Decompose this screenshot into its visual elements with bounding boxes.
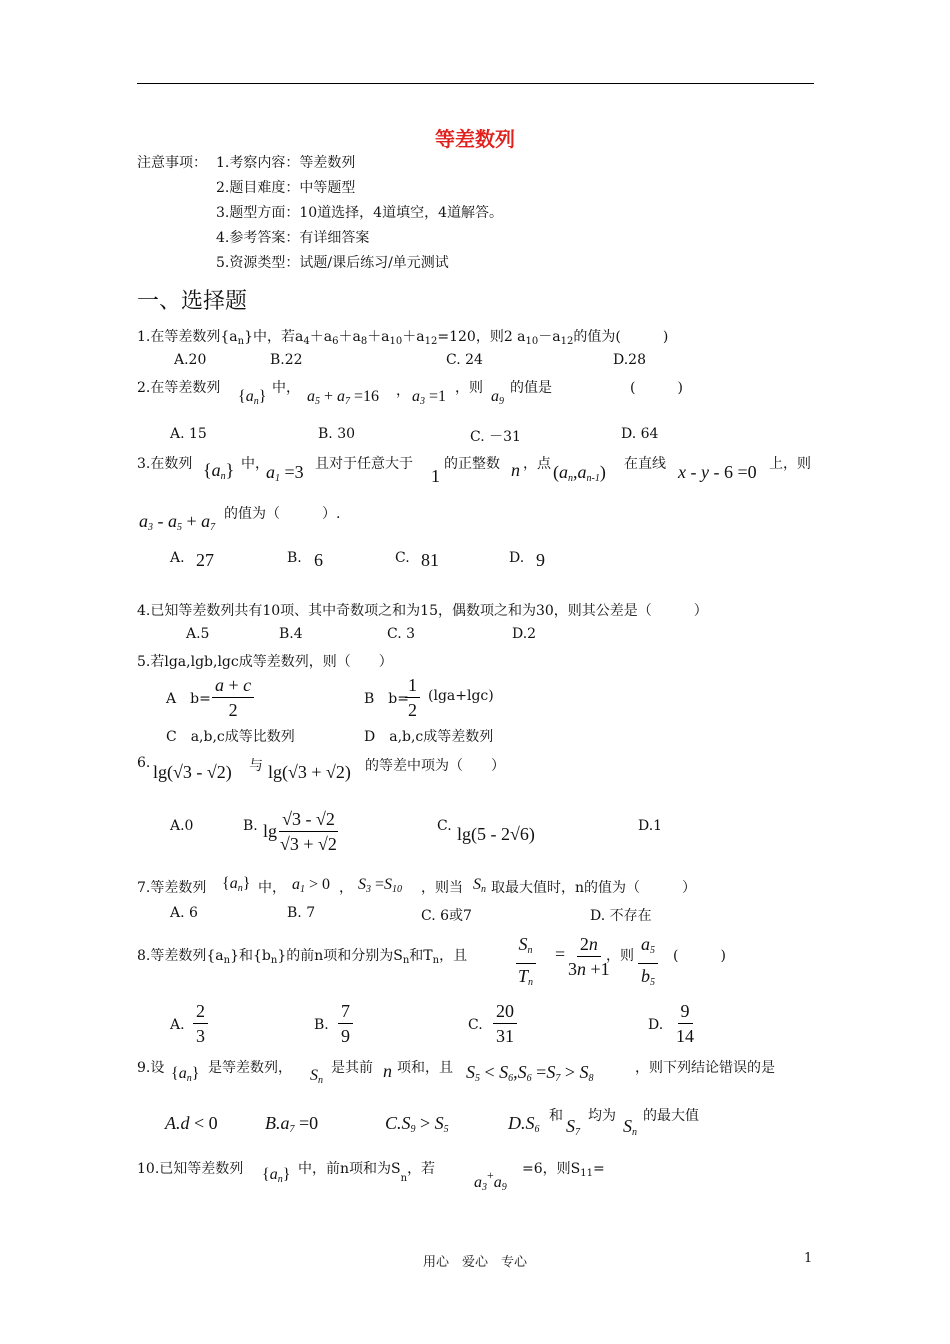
q8-mid5: ，则 [606, 948, 634, 964]
q2-option-b: B. 30 [318, 426, 356, 442]
q6-value-c: lg(5 - 2√6) [457, 824, 535, 844]
q9-tail: ，则下列结论错误的是 [635, 1060, 775, 1076]
q7-option-d: D. 不存在 [590, 908, 652, 924]
q3-line: x - y - 6 =0 [678, 462, 757, 482]
q9-option-a: A.d < 0 [165, 1113, 218, 1133]
q9-mid1: 是等差数列， [208, 1060, 292, 1076]
q3-one: 1 [431, 466, 440, 486]
q2-option-c: C. －31 [470, 429, 521, 445]
q10-prefix: 10.已知等差数列 [137, 1161, 244, 1177]
q6-expr1: lg(√3 - √2) [153, 762, 232, 782]
q9-max: 的最大值 [643, 1108, 699, 1124]
q8-ratio-left: $\frac{S_n}{T_n}$ [515, 933, 536, 994]
q7-option-a: A. 6 [170, 905, 198, 921]
q1-option-b: B.22 [270, 352, 303, 368]
q9-mid2: 是其前 [331, 1060, 373, 1076]
notes-label: 注意事项： [137, 155, 207, 171]
q3-value-d: 9 [536, 550, 545, 570]
q3-expr: $a_3 - a_5 + a_7$ [139, 511, 216, 533]
q6-prefix: 6. [137, 755, 151, 771]
note-item-1: 1.考察内容：等差数列 [216, 155, 356, 171]
q8-option-a: A. [170, 1017, 185, 1033]
q9-option-b: $B.a_7 =0$ [265, 1113, 319, 1135]
q9-sn: $S_n$ [310, 1067, 323, 1086]
q8-ratio-right: $\frac{2n}{3n +1}$ [568, 934, 610, 979]
q6-option-b: B. [243, 818, 258, 834]
q7-option-c: C. 6或7 [421, 908, 472, 924]
q5-frac-b: $\frac{1}{2}$ [405, 674, 420, 721]
q3-cond: $a_1 =3$ [266, 462, 304, 484]
page-number: 1 [804, 1251, 813, 1266]
q1-option-c: C. 24 [446, 352, 483, 368]
q2-then: ，则 [455, 380, 483, 396]
page-title: 等差数列 [435, 127, 515, 151]
q8-eq: = [555, 944, 566, 964]
q3-mid3: 的正整数 [444, 456, 500, 472]
q4-option-d: D.2 [512, 626, 537, 642]
q4-option-a: A.5 [186, 626, 210, 642]
q7-option-b: B. 7 [287, 905, 316, 921]
q2-cond1: $a_5 + a_7 =16$ [307, 388, 380, 407]
q5-frac-a: $\frac{a + c}{2}$ [212, 674, 254, 721]
q8-paren: ( ) [673, 948, 726, 964]
q3-option-b: B. [287, 550, 302, 566]
note-item-3: 3.题型方面：10道选择，4道填空，4道解答。 [216, 205, 503, 221]
q2-option-d: D. 64 [621, 426, 659, 442]
q6-mid: 与 [249, 758, 263, 774]
q5-option-c: C a,b,c成等比数列 [166, 729, 295, 745]
q3-value-c: 81 [421, 550, 439, 570]
q10-cond: $a_3^+a_9$ [474, 1168, 507, 1193]
q3-option-a: A. [170, 550, 185, 566]
q3-value-a: 27 [196, 550, 214, 570]
q7-cond2: $S_3 =S_{10}$ [358, 876, 403, 895]
q5-option-b: B b= [364, 691, 409, 707]
q9-both: 均为 [588, 1108, 616, 1124]
q10-tail: =6，则$S_{11}=$ [522, 1161, 605, 1179]
page-footer: 用心 爱心 专心 [422, 1255, 527, 1270]
q8-frac-c: $\frac{20}{31}$ [493, 1000, 517, 1047]
q1-option-d: D.28 [613, 352, 646, 368]
q6-option-a: A.0 [170, 818, 194, 834]
q9-mid3: 项和，且 [397, 1060, 453, 1076]
q6-value-b: lg $\frac{√3 - √2}{√3 + √2}$ [263, 809, 337, 854]
q7-tail: 取最大值时，n的值为（ ） [491, 880, 697, 896]
q8-target: $\frac{a_5}{b_5}$ [638, 933, 658, 994]
q9-sn2: $S_n$ [623, 1116, 637, 1138]
q9-cond: $S_5 < S_6,S_6 =S_7 > S_8$ [466, 1062, 594, 1084]
q7-cond1: $a_1 > 0$ [292, 876, 331, 895]
q7-mid2: ， [339, 880, 353, 896]
q3-mid4: ，点 [523, 456, 551, 472]
q2-mid2: ， [396, 383, 410, 399]
q3-point: $(a_n,a_{n-1})$ [553, 462, 606, 484]
q2-cond2: $a_3 =1$ [412, 388, 447, 407]
q7-mid1: 中， [258, 880, 286, 896]
q8-option-c: C. [468, 1017, 483, 1033]
q9-prefix: 9.设 [137, 1060, 165, 1076]
q7-seq: $\{a_n\}$ [222, 875, 251, 894]
q9-s7: $S_7$ [566, 1116, 580, 1138]
q9-seq: $\{a_n\}$ [171, 1065, 200, 1084]
q9-option-c: $C.S_9 > S_5$ [385, 1113, 449, 1135]
q6-option-d: D.1 [638, 818, 663, 834]
q2-option-a: A. 15 [170, 426, 207, 442]
q3-option-c: C. [395, 550, 410, 566]
q2-paren: ( ) [630, 380, 683, 396]
note-item-2: 2.题目难度：中等题型 [216, 180, 356, 196]
q2-a9: $a_9$ [491, 388, 504, 407]
q4-option-c: C. 3 [387, 626, 416, 642]
q8-frac-d: $\frac{9}{14}$ [676, 1001, 694, 1046]
q2-mid1: 中， [272, 380, 300, 396]
question-1: 1.在等差数列$\{a_n\}$中，若$a_4+a_6+a_8+a_{10}+a_{12}=120$，则2 $a_{10}-a_{12}$的值为( ) [137, 329, 669, 347]
q1-option-a: A.20 [174, 352, 207, 368]
q8-frac-a: $\frac{2}{3}$ [193, 1000, 208, 1047]
q3-value-b: 6 [314, 550, 323, 570]
q6-option-c: C. [437, 818, 452, 834]
q10-mid1: 中，前n项和为$S_n$，若 [298, 1161, 436, 1184]
q2-prefix: 2.在等差数列 [137, 380, 221, 396]
q9-and: 和 [549, 1108, 563, 1124]
q5-option-a: A b= [166, 691, 211, 707]
q2-seq: $\{a_n\}$ [238, 388, 267, 407]
q3-line2: 的值为（ ）. [224, 506, 341, 522]
q3-mid6: 上，则 [769, 456, 811, 472]
q3-prefix: 3.在数列 [137, 456, 193, 472]
q7-prefix: 7.等差数列 [137, 880, 207, 896]
q4-option-b: B.4 [279, 626, 303, 642]
section-heading-choice: 一、选择题 [137, 289, 248, 314]
q3-option-d: D. [509, 550, 525, 566]
q5-option-d: D a,b,c成等差数列 [364, 729, 494, 745]
q8-frac-b: $\frac{7}{9}$ [338, 1000, 353, 1047]
q3-mid5: 在直线 [624, 456, 666, 472]
q10-seq: $\{a_n\}$ [262, 1166, 291, 1185]
q3-n: n [511, 460, 520, 480]
q3-mid2: 且对于任意大于 [315, 456, 413, 472]
question-8: 8.等差数列$\{a_n\}$和$\{b_n\}$的前n项和分别为$S_n$和$T_n$，且 [137, 948, 468, 966]
q7-mid3: ，则当 [421, 880, 463, 896]
q3-seq: $\{a_n\}$ [203, 460, 235, 482]
q9-option-d: $D.S_6$ [508, 1113, 540, 1135]
q6-tail: 的等差中项为（ ） [365, 758, 505, 774]
q7-sn: $S_n$ [473, 876, 486, 895]
q8-option-b: B. [314, 1017, 329, 1033]
q6-expr2: lg(√3 + √2) [268, 762, 351, 782]
note-item-4: 4.参考答案：有详细答案 [216, 230, 370, 246]
q5-option-b-tail: (lga+lgc) [428, 688, 494, 704]
note-item-5: 5.资源类型：试题/课后练习/单元测试 [216, 255, 449, 271]
q9-n: n [383, 1061, 392, 1081]
q2-tail: 的值是 [510, 380, 552, 396]
q3-mid1: 中， [241, 456, 269, 472]
question-4: 4.已知等差数列共有10项、其中奇数项之和为15，偶数项之和为30，则其公差是（ ） [137, 603, 708, 619]
header-rule [137, 83, 814, 84]
question-5: 5.若lga,lgb,lgc成等差数列，则（ ） [137, 654, 393, 670]
q8-option-d: D. [648, 1017, 664, 1033]
